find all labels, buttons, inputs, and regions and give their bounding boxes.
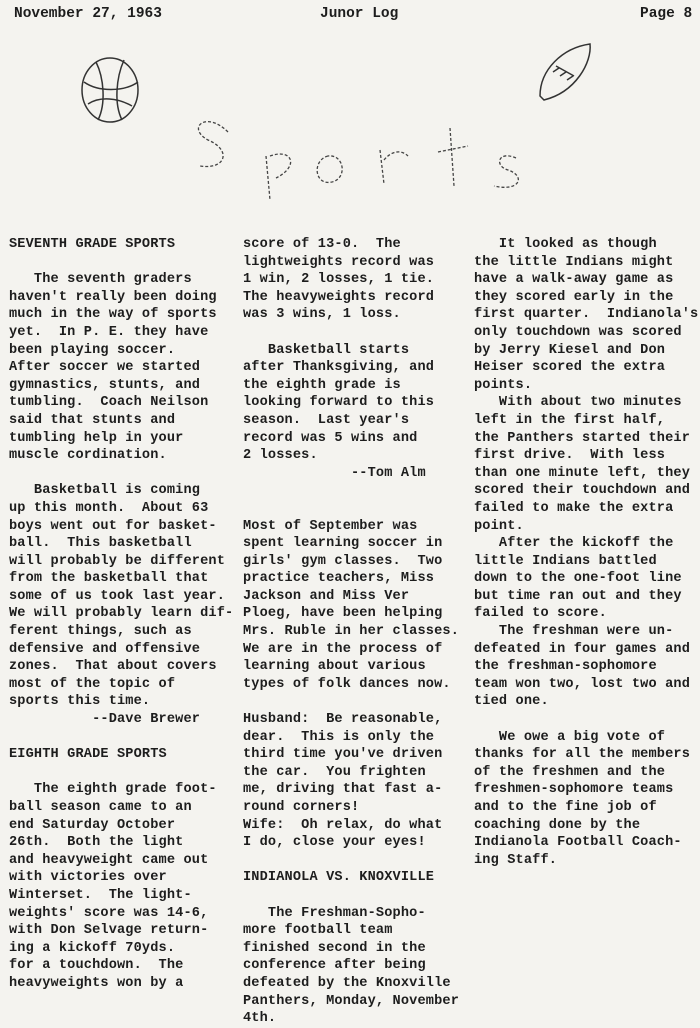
text-line: but time ran out and they [474, 588, 682, 604]
text-line: finished second in the [243, 940, 426, 956]
text-line: have a walk-away game as [474, 272, 674, 288]
text-line: for a touchdown. The [9, 958, 184, 974]
text-line: I do, close your eyes! [243, 835, 426, 851]
text-line: The seventh graders [9, 272, 192, 288]
text-line: points. [474, 377, 533, 393]
text-line: Mrs. Ruble in her classes. [243, 624, 459, 640]
text-line: end Saturday October [9, 817, 176, 833]
text-line: season. Last year's [243, 412, 410, 428]
text-line: ball season came to an [9, 800, 192, 815]
text-line: team won two, lost two and [474, 676, 690, 692]
text-line: ferent things, such as [9, 624, 192, 640]
text-line: the car. You frighten [243, 764, 426, 780]
text-line: heavyweights won by a [9, 975, 184, 991]
text-line: girls' gym classes. Two [243, 553, 443, 569]
text-line: was 3 wins, 1 loss. [243, 307, 401, 323]
text-line: muscle cordination. [9, 448, 167, 464]
text-line [9, 465, 234, 483]
text-line: haven't really been doing [9, 289, 217, 305]
text-line: some of us took last year. [9, 588, 225, 604]
text-line: much in the way of sports [9, 307, 217, 323]
text-line: looking forward to this [243, 395, 435, 411]
text-line: We are in the process of [243, 641, 443, 657]
text-line: score of 13-0. The [243, 237, 401, 252]
text-line: --Tom Alm [243, 465, 426, 481]
text-line: INDIANOLA VS. KNOXVILLE [243, 870, 435, 886]
text-line: 2 losses. [243, 448, 318, 464]
text-line: failed to score. [474, 606, 607, 622]
text-line: Basketball starts [243, 342, 410, 358]
text-line: dear. This is only the [243, 729, 435, 745]
text-line: from the basketball that [9, 571, 209, 587]
text-line: Panthers, Monday, November [243, 993, 459, 1009]
text-line: tied one. [474, 694, 549, 710]
text-line: down to the one-foot line [474, 571, 682, 587]
text-line: types of folk dances now. [243, 676, 451, 692]
text-line [9, 729, 234, 747]
text-line: up this month. About 63 [9, 500, 209, 516]
text-line: After soccer we started [9, 360, 201, 376]
text-line: lightweights record was [243, 254, 435, 270]
text-line: first drive. With less [474, 448, 666, 464]
text-line: spent learning soccer in [243, 536, 443, 552]
text-line: point. [474, 518, 524, 534]
text-line: defeated by the Knoxville [243, 975, 451, 991]
text-line [243, 482, 458, 500]
text-line [243, 693, 458, 711]
text-line: scored their touchdown and [474, 483, 690, 499]
text-line: record was 5 wins and [243, 430, 418, 446]
header-paper-name: Junor Log [320, 6, 399, 22]
sports-title-letters [198, 122, 518, 200]
text-line: the freshman-sophomore [474, 659, 657, 675]
text-line: learning about various [243, 659, 426, 675]
text-line: failed to make the extra [474, 500, 674, 516]
text-line: will probably be different [9, 553, 225, 569]
text-line: with Don Selvage return- [9, 923, 209, 939]
text-line: first quarter. Indianola's [474, 307, 699, 323]
text-line: most of the topic of [9, 676, 176, 692]
text-line: only touchdown was scored [474, 324, 682, 340]
text-line: been playing soccer. [9, 342, 176, 358]
text-line: third time you've driven [243, 747, 443, 763]
text-line: defeated in four games and [474, 641, 690, 657]
text-line: practice teachers, Miss [243, 571, 435, 587]
text-line: Most of September was [243, 518, 418, 534]
text-line: conference after being [243, 958, 426, 974]
text-line: SEVENTH GRADE SPORTS [9, 237, 176, 252]
text-line: ball. This basketball [9, 536, 192, 552]
text-line: 26th. Both the light [9, 835, 184, 851]
text-line: The Freshman-Sopho- [243, 905, 426, 921]
text-line: Winterset. The light- [9, 887, 192, 903]
text-line: ing a kickoff 70yds. [9, 940, 176, 956]
text-line: EIGHTH GRADE SPORTS [9, 747, 167, 763]
text-line [243, 500, 458, 518]
text-line: It looked as though [474, 237, 657, 252]
text-line: tumbling. Coach Neilson [9, 395, 209, 411]
text-line: gymnastics, stunts, and [9, 377, 201, 393]
basketball-drawing-icon [82, 58, 138, 122]
text-line: freshmen-sophomore teams [474, 782, 674, 798]
text-line [9, 764, 234, 782]
text-line: Basketball is coming [9, 483, 201, 499]
column-2-sports-news [243, 236, 458, 1028]
text-line: the eighth grade is [243, 377, 401, 393]
text-line: --Dave Brewer [9, 712, 201, 728]
text-line [9, 254, 234, 272]
text-line: than one minute left, they [474, 465, 690, 481]
text-line: coaching done by the [474, 817, 641, 833]
text-line: of the freshmen and the [474, 764, 666, 780]
text-line: We owe a big vote of [474, 729, 666, 745]
text-line: The eighth grade foot- [9, 782, 217, 798]
text-line: tumbling help in your [9, 430, 184, 446]
text-line: Wife: Oh relax, do what [243, 817, 443, 833]
column-3-freshman-football [474, 236, 698, 869]
text-line: defensive and offensive [9, 641, 201, 657]
football-drawing-icon [540, 44, 590, 100]
text-line: The freshman were un- [474, 624, 674, 640]
text-line: 1 win, 2 losses, 1 tie. [243, 272, 435, 288]
text-line [474, 711, 698, 729]
text-line: little Indians battled [474, 553, 657, 569]
text-line: 4th. [243, 1011, 277, 1027]
text-line: after Thanksgiving, and [243, 360, 435, 376]
header-page-number: Page 8 [640, 6, 693, 22]
text-line [243, 324, 458, 342]
sports-title-art [0, 0, 700, 240]
text-line: with victories over [9, 870, 167, 886]
text-line: by Jerry Kiesel and Don [474, 342, 666, 358]
text-line: boys went out for basket- [9, 518, 217, 534]
text-line: more football team [243, 923, 393, 939]
text-line: the Panthers started their [474, 430, 690, 446]
text-line: Husband: Be reasonable, [243, 712, 443, 728]
text-line: and to the fine job of [474, 800, 657, 815]
text-line: left in the first half, [474, 412, 666, 428]
text-line: they scored early in the [474, 289, 674, 305]
text-line: and heavyweight came out [9, 852, 209, 868]
text-line: weights' score was 14-6, [9, 905, 209, 921]
header-date: November 27, 1963 [14, 6, 162, 22]
text-line: round corners! [243, 800, 360, 815]
text-line: Indianola Football Coach- [474, 835, 682, 851]
text-line: After the kickoff the [474, 536, 674, 552]
text-line: me, driving that fast a- [243, 782, 443, 798]
text-line: sports this time. [9, 694, 151, 710]
text-line: yet. In P. E. they have [9, 324, 209, 340]
text-line: said that stunts and [9, 412, 176, 428]
text-line: the little Indians might [474, 254, 674, 270]
text-line: Heiser scored the extra [474, 360, 666, 376]
text-line: With about two minutes [474, 395, 682, 411]
text-line: Jackson and Miss Ver [243, 588, 410, 604]
text-line [243, 887, 458, 905]
text-line: thanks for all the members [474, 747, 690, 763]
text-line: ing Staff. [474, 852, 558, 868]
text-line [243, 852, 458, 870]
text-line: The heavyweights record [243, 289, 435, 305]
column-1-seventh-eighth-grade [9, 236, 234, 993]
text-line: zones. That about covers [9, 659, 217, 675]
text-line: Ploeg, have been helping [243, 606, 443, 622]
text-line: We will probably learn dif- [9, 606, 234, 622]
